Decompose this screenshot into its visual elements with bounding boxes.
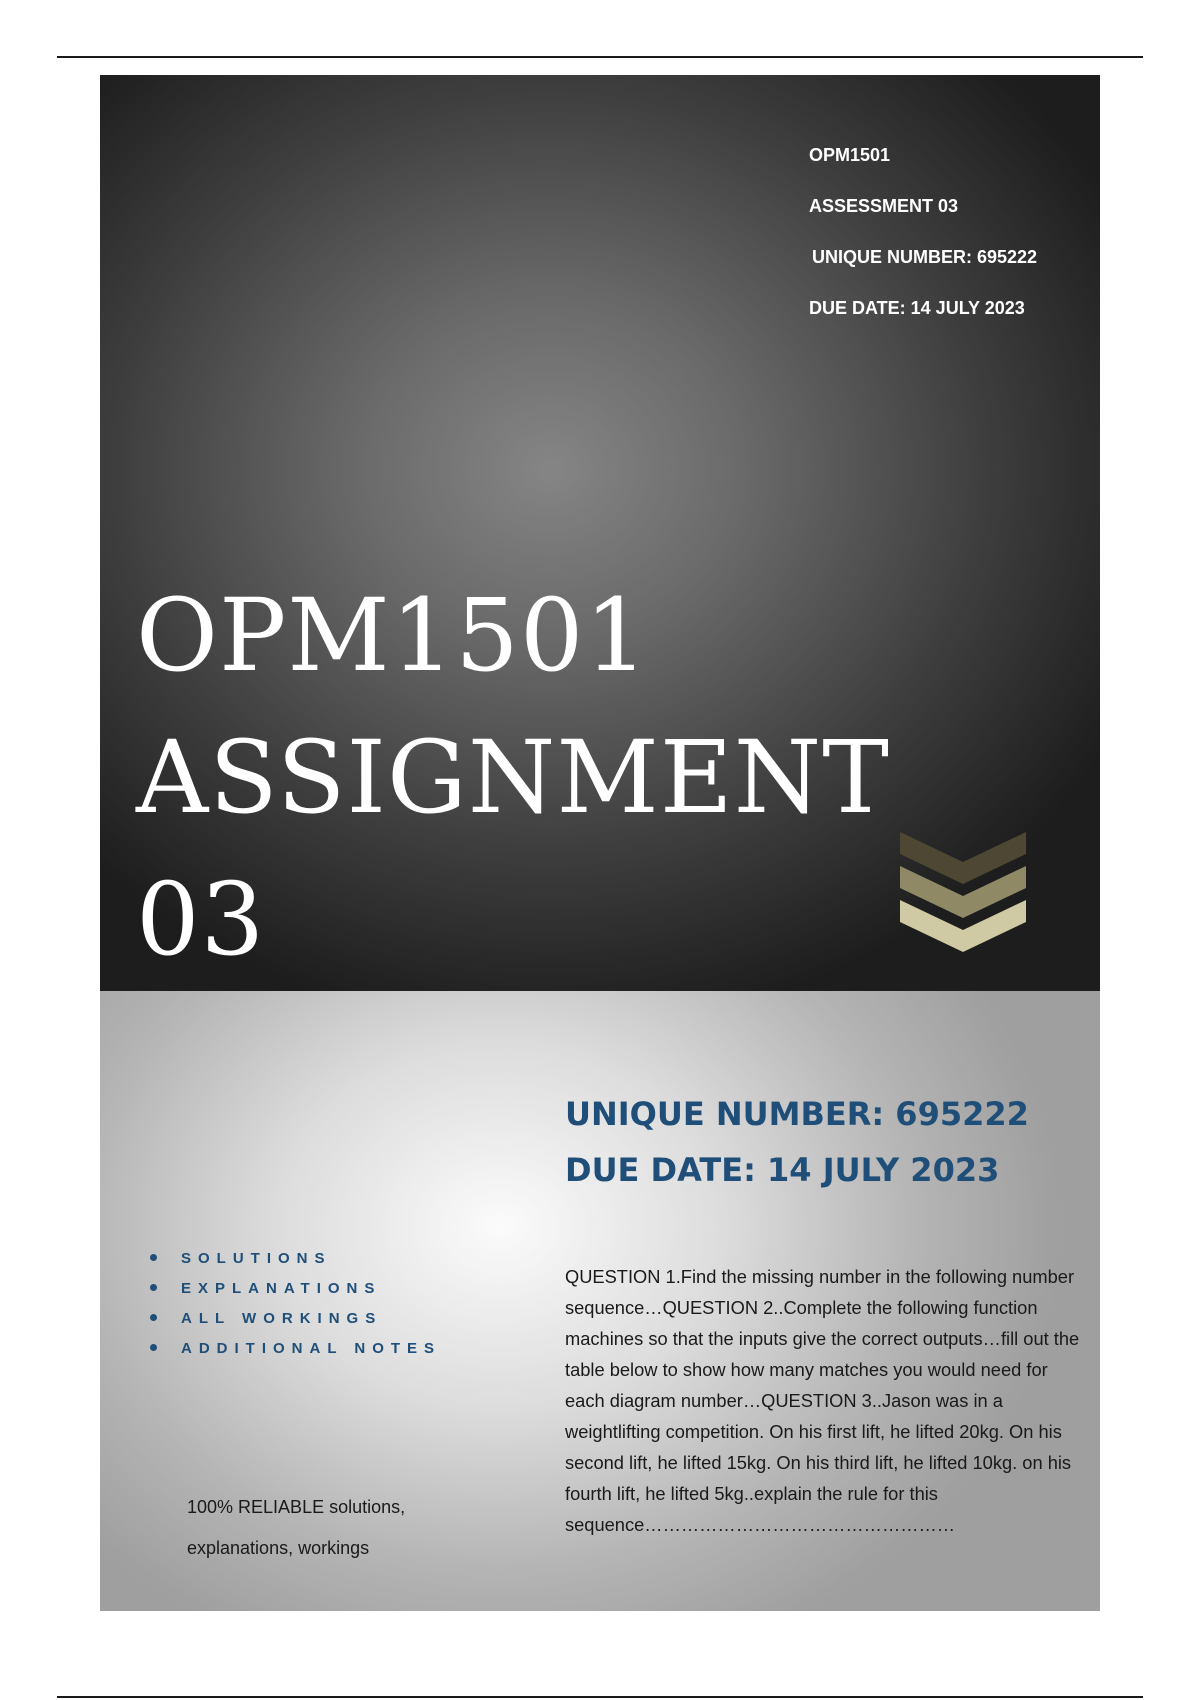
list-item: ADDITIONAL NOTES — [150, 1334, 441, 1364]
title-line-3: 03 — [136, 861, 266, 978]
title-line-1: OPM1501 — [136, 577, 650, 694]
list-item: EXPLANATIONS — [150, 1274, 441, 1304]
cover-meta — [809, 145, 1037, 349]
bottom-rule — [57, 1696, 1143, 1698]
bullet-icon — [150, 1284, 157, 1291]
features-list — [150, 1244, 441, 1364]
reliable-note: 100% RELIABLE solutions, explanations, workings — [187, 1497, 406, 1558]
meta-unique-number: UNIQUE NUMBER: 695222 — [812, 247, 1038, 267]
details-block — [565, 1086, 1029, 1198]
list-item: ALL WORKINGS — [150, 1304, 441, 1334]
assessment-label: ASSESSMENT 03 — [809, 196, 959, 216]
bullet-icon — [150, 1344, 157, 1351]
list-item: SOLUTIONS — [150, 1244, 441, 1274]
bullet-icon — [150, 1314, 157, 1321]
meta-due-date: DUE DATE: 14 JULY 2023 — [809, 298, 1025, 318]
bullet-icon — [150, 1254, 157, 1261]
cover-title — [136, 565, 890, 991]
top-rule — [57, 56, 1143, 58]
chevron-stack-icon — [900, 832, 1026, 958]
cover-bottom-panel — [100, 991, 1100, 1611]
questions-summary: QUESTION 1.Find the missing number in the following number sequence…QUESTION 2..Complete the following function machines so that the inputs give the correct outputs…fill out the table below to show how many matches you would need for each diagram number…QUESTION 3..Jason was in a weightlifting competition. On his first lift, he lifted 20kg. On his second lift, he lifted 15kg. On his third lift, he lifted 10kg. on his fourth lift, he lifted 5kg..explain the rule for this sequence…………………………………………… — [565, 1266, 1080, 1535]
unique-number-heading: UNIQUE NUMBER: 695222 — [565, 1095, 1029, 1133]
cover-top-panel — [100, 75, 1100, 991]
course-code: OPM1501 — [809, 145, 891, 165]
title-line-2: ASSIGNMENT — [136, 719, 890, 836]
due-date-heading: DUE DATE: 14 JULY 2023 — [565, 1151, 1000, 1189]
